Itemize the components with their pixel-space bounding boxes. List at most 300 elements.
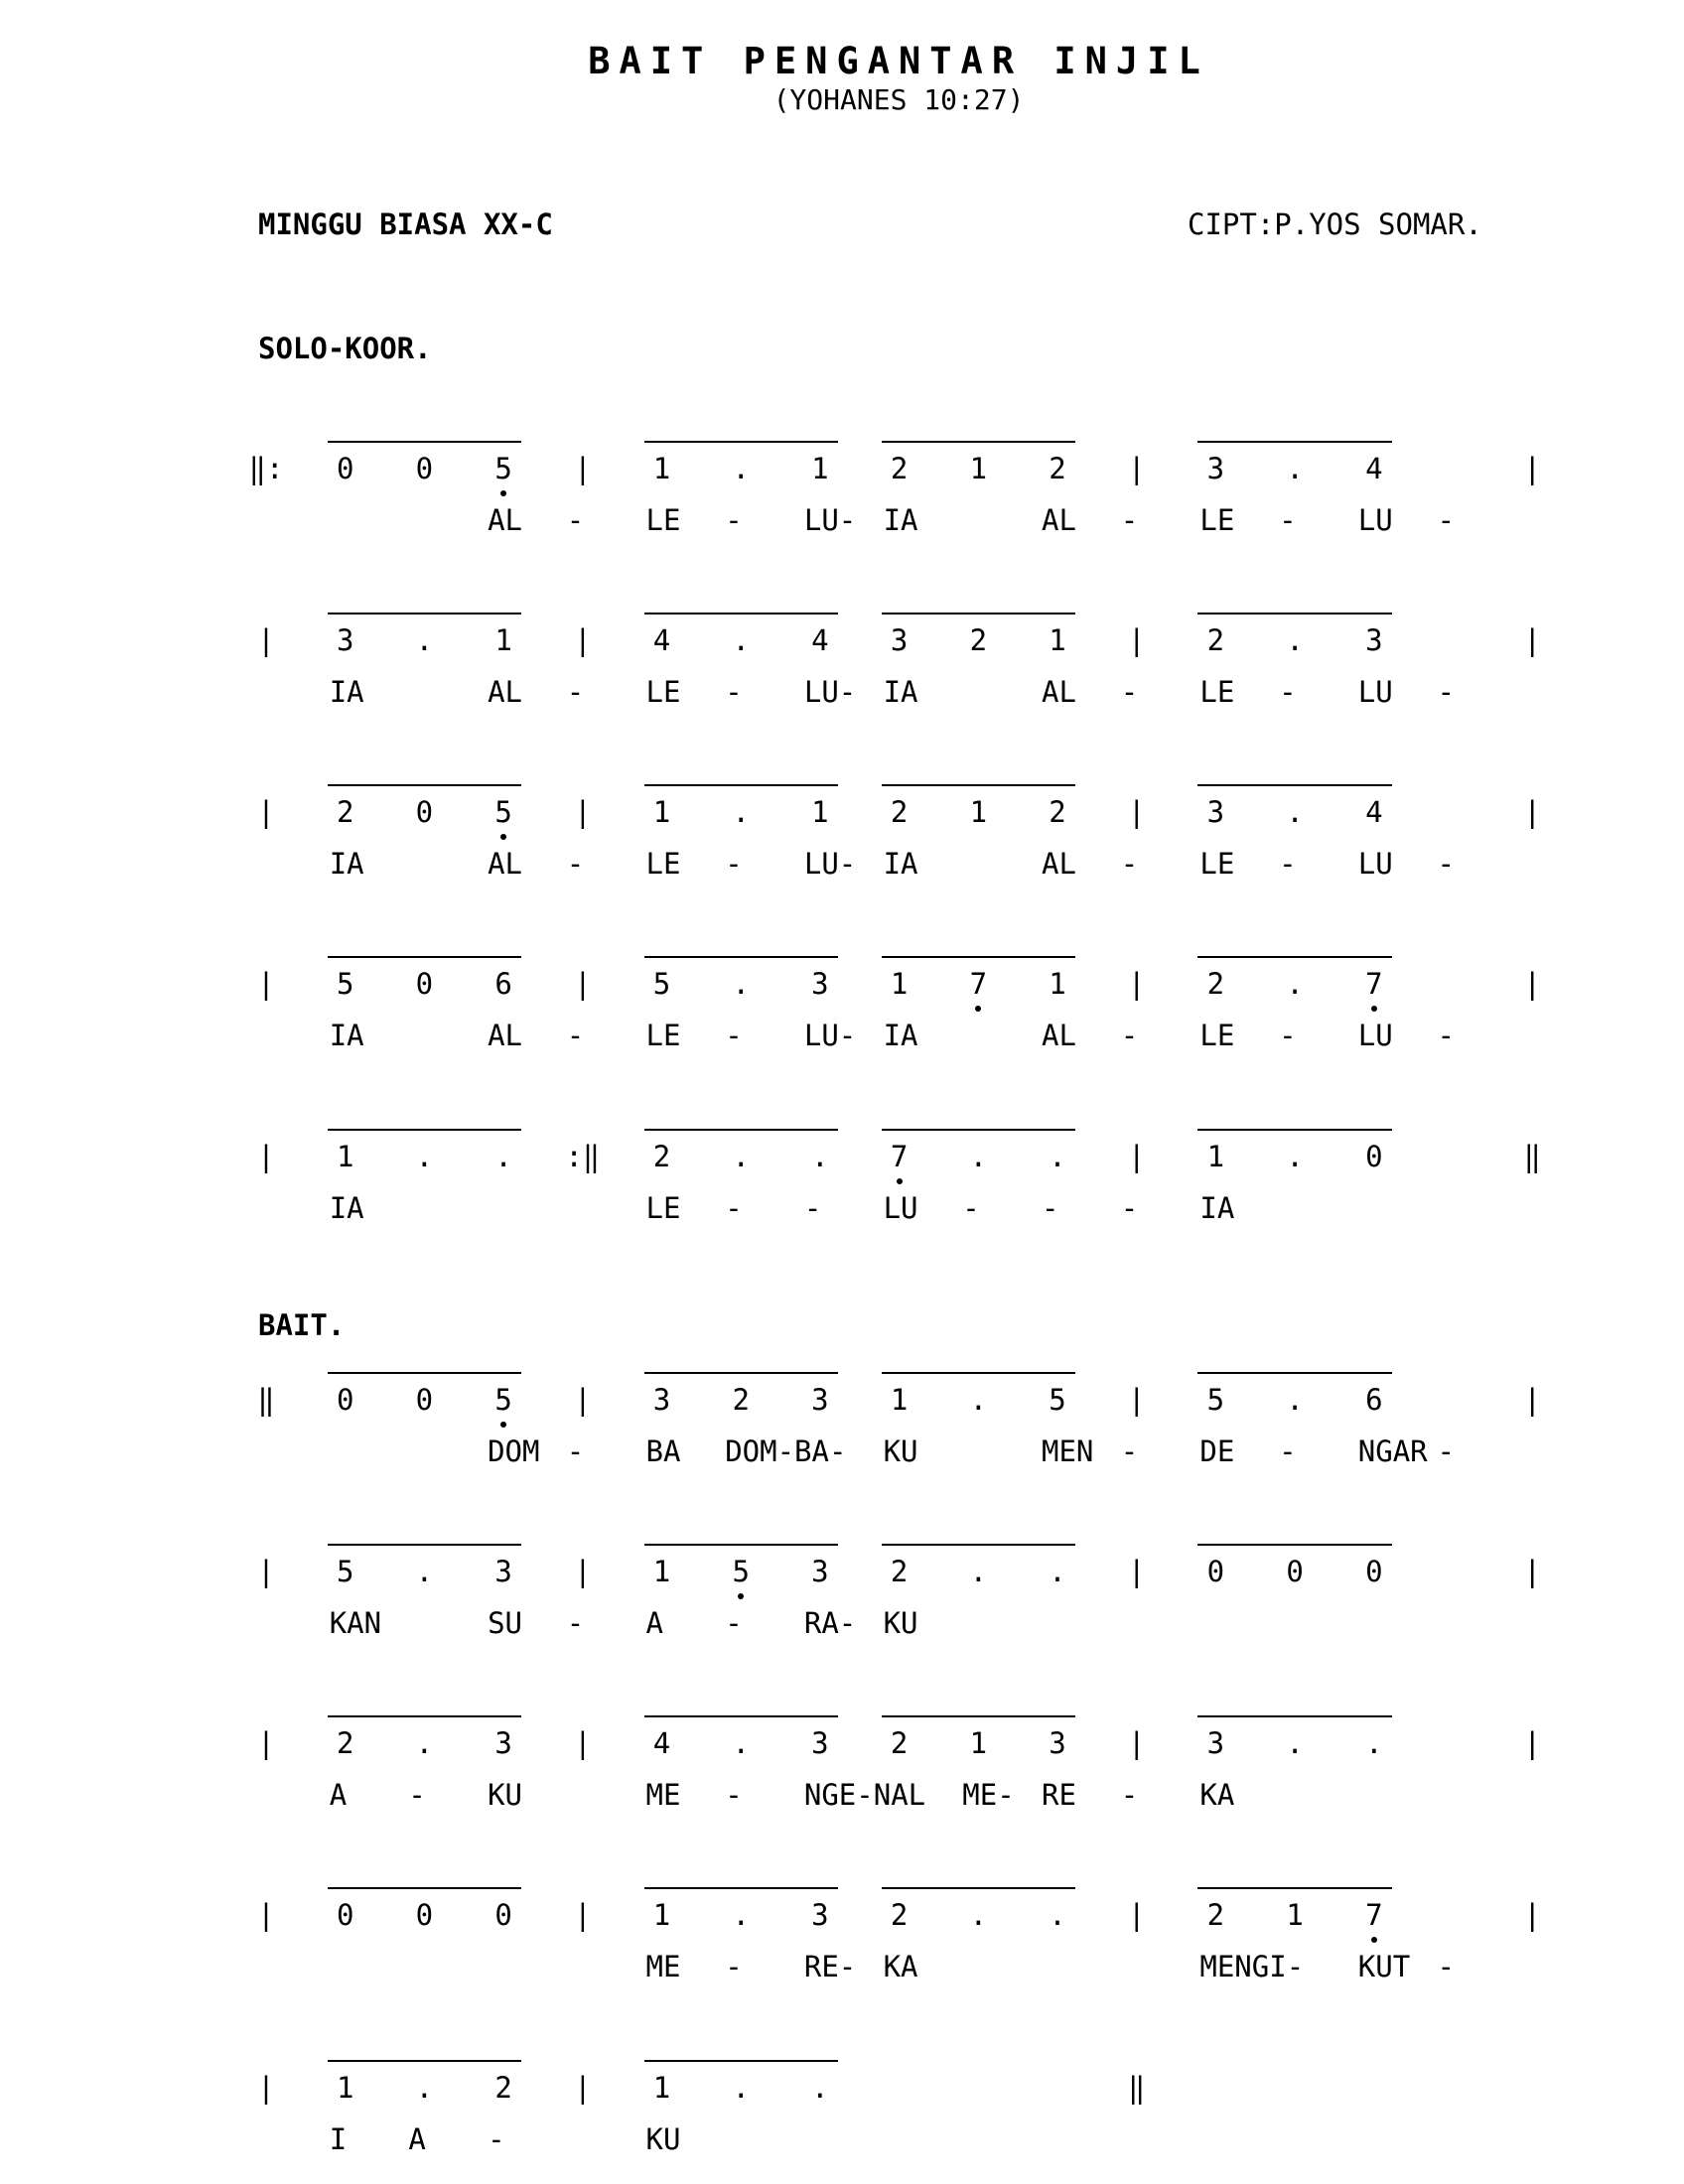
note: . xyxy=(732,967,750,1001)
lyric-syllable: - xyxy=(725,1778,743,1812)
lyric-syllable: - xyxy=(725,1950,743,1983)
note: 1 xyxy=(1206,1140,1225,1173)
lyric-syllable: LU- xyxy=(803,675,857,709)
note: 5 xyxy=(494,1383,512,1417)
barline: | xyxy=(574,1726,592,1760)
lyric-syllable: - xyxy=(725,675,743,709)
lyric-syllable: - xyxy=(803,1191,822,1225)
note: 1 xyxy=(336,2071,354,2105)
composer-credit: CIPT:P.YOS SOMAR. xyxy=(1188,207,1482,241)
note: 1 xyxy=(494,623,512,657)
note: . xyxy=(811,1140,829,1173)
note: . xyxy=(415,1726,434,1760)
lyric-syllable: IA xyxy=(329,1191,364,1225)
lyric-syllable: RE- xyxy=(803,1950,857,1983)
note: 3 xyxy=(494,1726,512,1760)
section-heading-solo-koor: SOLO-KOOR. xyxy=(258,332,432,365)
barline: ‖ xyxy=(257,1383,275,1417)
lyric-syllable: AL xyxy=(1042,503,1076,537)
barline: | xyxy=(1127,1140,1146,1173)
note: 1 xyxy=(890,1383,909,1417)
note: . xyxy=(1365,1726,1383,1760)
lyric-syllable: - xyxy=(725,847,743,881)
note: . xyxy=(1286,795,1304,829)
note: . xyxy=(415,2071,434,2105)
beam-line xyxy=(328,1129,521,1131)
note: 3 xyxy=(336,623,354,657)
lyric-syllable: KA xyxy=(1199,1778,1235,1812)
note: 2 xyxy=(969,623,988,657)
lyric-syllable: - xyxy=(566,675,585,709)
note: 3 xyxy=(890,623,909,657)
lyric-syllable: - xyxy=(1437,847,1455,881)
note: 4 xyxy=(811,623,829,657)
beam-line xyxy=(644,956,838,958)
barline: | xyxy=(574,967,592,1001)
barline: | xyxy=(257,1140,275,1173)
lyric-syllable: - xyxy=(1120,1434,1139,1468)
beam-line xyxy=(328,1715,521,1717)
barline: | xyxy=(257,795,275,829)
note: 1 xyxy=(969,795,988,829)
note: . xyxy=(1286,1383,1304,1417)
beam-line xyxy=(882,1372,1075,1374)
beam-line xyxy=(328,956,521,958)
note: 3 xyxy=(811,1726,829,1760)
note: 3 xyxy=(1049,1726,1066,1760)
lower-octave-dot xyxy=(500,1422,506,1428)
lyric-syllable: IA xyxy=(883,503,918,537)
barline: | xyxy=(1127,452,1146,485)
note: . xyxy=(1049,1898,1066,1932)
note: . xyxy=(1286,1140,1304,1173)
note: 1 xyxy=(652,1898,671,1932)
beam-line xyxy=(882,1715,1075,1717)
note: 3 xyxy=(811,967,829,1001)
lyric-syllable: - xyxy=(1120,675,1139,709)
lyric-syllable: ME xyxy=(645,1778,681,1812)
lyric-syllable: DOM-BA- xyxy=(725,1434,847,1468)
lyric-syllable: ME- xyxy=(962,1778,1015,1812)
lyric-syllable: - xyxy=(566,847,585,881)
beam-line xyxy=(882,1887,1075,1889)
lyric-syllable: - xyxy=(725,503,743,537)
note: . xyxy=(1286,623,1304,657)
note: 1 xyxy=(1049,967,1066,1001)
barline: | xyxy=(1127,795,1146,829)
beam-line xyxy=(328,613,521,614)
lyric-syllable: IA xyxy=(1199,1191,1235,1225)
lower-octave-dot xyxy=(1371,1937,1377,1943)
note: 2 xyxy=(652,1140,671,1173)
note: 3 xyxy=(1206,795,1225,829)
lyric-syllable: - xyxy=(962,1191,980,1225)
note: 5 xyxy=(652,967,671,1001)
lyric-syllable: LE xyxy=(645,675,681,709)
barline: | xyxy=(1523,623,1541,657)
barline: | xyxy=(257,967,275,1001)
lyric-syllable: A xyxy=(408,2122,426,2156)
lyric-syllable: LU- xyxy=(803,503,857,537)
beam-line xyxy=(328,1372,521,1374)
lyric-syllable: LU- xyxy=(803,1019,857,1052)
note: 0 xyxy=(415,1383,434,1417)
note: . xyxy=(732,1898,750,1932)
note: 7 xyxy=(1365,1898,1383,1932)
note: . xyxy=(732,1140,750,1173)
note: 2 xyxy=(890,795,909,829)
beam-line xyxy=(644,2060,838,2062)
beam-line xyxy=(882,1129,1075,1131)
lyric-syllable: DE xyxy=(1199,1434,1235,1468)
note: 3 xyxy=(811,1383,829,1417)
barline: | xyxy=(1127,1383,1146,1417)
beam-line xyxy=(644,784,838,786)
lyric-syllable: IA xyxy=(883,675,918,709)
note: . xyxy=(1049,1555,1066,1588)
beam-line xyxy=(1197,613,1391,614)
beam-line xyxy=(644,1129,838,1131)
beam-line xyxy=(644,613,838,614)
barline: | xyxy=(257,1726,275,1760)
note: 1 xyxy=(811,795,829,829)
lyric-syllable: AL xyxy=(1042,847,1076,881)
lyric-syllable: - xyxy=(1120,847,1139,881)
note: 0 xyxy=(494,1898,512,1932)
note: . xyxy=(1286,967,1304,1001)
lyric-syllable: LU xyxy=(1357,503,1393,537)
note: 2 xyxy=(1206,1898,1225,1932)
lyric-syllable: - xyxy=(725,1606,743,1640)
lyric-syllable: LU- xyxy=(803,847,857,881)
lower-octave-dot xyxy=(500,834,506,840)
lower-octave-dot xyxy=(975,1006,981,1012)
note: . xyxy=(732,795,750,829)
lyric-syllable: AL xyxy=(488,847,523,881)
beam-line xyxy=(644,1715,838,1717)
note: . xyxy=(811,2071,829,2105)
note: . xyxy=(415,1555,434,1588)
note: 5 xyxy=(494,452,512,485)
beam-line xyxy=(1197,441,1391,443)
barline: | xyxy=(574,795,592,829)
lyric-syllable: - xyxy=(725,1019,743,1052)
lyric-syllable: - xyxy=(1437,1019,1455,1052)
note: 0 xyxy=(1286,1555,1304,1588)
lyric-syllable: - xyxy=(1120,503,1139,537)
note: 2 xyxy=(494,2071,512,2105)
note: 0 xyxy=(415,1898,434,1932)
note: 0 xyxy=(336,452,354,485)
note: 2 xyxy=(1206,967,1225,1001)
note: 4 xyxy=(1365,452,1383,485)
lyric-syllable: - xyxy=(408,1778,426,1812)
beam-line xyxy=(328,2060,521,2062)
note: . xyxy=(969,1140,988,1173)
lyric-syllable: DOM xyxy=(488,1434,540,1468)
note: 5 xyxy=(336,967,354,1001)
note: . xyxy=(415,623,434,657)
beam-line xyxy=(1197,956,1391,958)
note: 0 xyxy=(1365,1555,1383,1588)
lyric-syllable: MENGI- xyxy=(1199,1950,1305,1983)
barline: | xyxy=(1523,452,1541,485)
beam-line xyxy=(882,441,1075,443)
barline: | xyxy=(1127,1555,1146,1588)
note: 1 xyxy=(1049,623,1066,657)
lyric-syllable: LE xyxy=(645,503,681,537)
note: 1 xyxy=(890,967,909,1001)
note: 3 xyxy=(494,1555,512,1588)
lyric-syllable: KU xyxy=(488,1778,523,1812)
lyric-syllable: IA xyxy=(883,847,918,881)
lyric-syllable: LE xyxy=(645,847,681,881)
lower-octave-dot xyxy=(897,1178,903,1184)
lyric-syllable: - xyxy=(488,2122,505,2156)
lyric-syllable: LE xyxy=(1199,503,1235,537)
note: 1 xyxy=(652,795,671,829)
lyric-syllable: AL xyxy=(488,1019,523,1052)
barline: :‖ xyxy=(565,1140,601,1173)
lyric-syllable: IA xyxy=(329,675,364,709)
barline: | xyxy=(1523,1726,1541,1760)
note: 2 xyxy=(336,795,354,829)
lyric-syllable: KU xyxy=(883,1606,918,1640)
beam-line xyxy=(882,1544,1075,1546)
note: . xyxy=(1049,1140,1066,1173)
note: 0 xyxy=(1365,1140,1383,1173)
note: 6 xyxy=(494,967,512,1001)
note: 7 xyxy=(890,1140,909,1173)
lyric-syllable: - xyxy=(1437,675,1455,709)
page-title: BAIT PENGANTAR INJIL xyxy=(588,40,1209,82)
note: 1 xyxy=(652,1555,671,1588)
barline: | xyxy=(574,1383,592,1417)
scripture-reference: (YOHANES 10:27) xyxy=(772,83,1025,116)
beam-line xyxy=(882,613,1075,614)
note: 2 xyxy=(890,1898,909,1932)
lyric-syllable: - xyxy=(1279,675,1297,709)
note: 5 xyxy=(336,1555,354,1588)
barline: ‖ xyxy=(1127,2071,1146,2105)
lyric-syllable: MEN xyxy=(1042,1434,1094,1468)
lyric-syllable: - xyxy=(725,1191,743,1225)
note: 0 xyxy=(415,967,434,1001)
note: 0 xyxy=(415,795,434,829)
lyric-syllable: - xyxy=(566,503,585,537)
beam-line xyxy=(328,441,521,443)
lyric-syllable: - xyxy=(1279,503,1297,537)
lyric-syllable: SU xyxy=(488,1606,523,1640)
beam-line xyxy=(1197,1129,1391,1131)
note: 1 xyxy=(652,2071,671,2105)
note: 2 xyxy=(890,1555,909,1588)
beam-line xyxy=(644,1372,838,1374)
note: 2 xyxy=(1049,795,1066,829)
note: 2 xyxy=(1206,623,1225,657)
beam-line xyxy=(1197,1372,1391,1374)
lyric-syllable: KUT xyxy=(1357,1950,1411,1983)
barline: | xyxy=(574,623,592,657)
beam-line xyxy=(644,1887,838,1889)
barline: | xyxy=(1523,1555,1541,1588)
beam-line xyxy=(328,784,521,786)
note: 3 xyxy=(1365,623,1383,657)
lyric-syllable: KAN xyxy=(329,1606,382,1640)
note: 5 xyxy=(1049,1383,1066,1417)
barline: | xyxy=(257,1898,275,1932)
barline: | xyxy=(257,623,275,657)
lyric-syllable: LU xyxy=(1357,1019,1393,1052)
beam-line xyxy=(644,1544,838,1546)
lyric-syllable: I xyxy=(329,2122,348,2156)
note: 5 xyxy=(494,795,512,829)
lyric-syllable: - xyxy=(1120,1019,1139,1052)
lyric-syllable: ME xyxy=(645,1950,681,1983)
beam-line xyxy=(644,441,838,443)
note: . xyxy=(732,1726,750,1760)
beam-line xyxy=(1197,1544,1391,1546)
lyric-syllable: AL xyxy=(488,503,523,537)
barline: | xyxy=(257,1555,275,1588)
note: 1 xyxy=(652,452,671,485)
lyric-syllable: - xyxy=(566,1434,585,1468)
beam-line xyxy=(882,784,1075,786)
barline: | xyxy=(574,452,592,485)
lyric-syllable: - xyxy=(1279,1434,1297,1468)
lyric-syllable: RA- xyxy=(803,1606,857,1640)
lyric-syllable: A xyxy=(329,1778,348,1812)
lyric-syllable: AL xyxy=(488,675,523,709)
lyric-syllable: - xyxy=(1437,1950,1455,1983)
beam-line xyxy=(328,1887,521,1889)
lyric-syllable: - xyxy=(1279,1019,1297,1052)
note: 5 xyxy=(1206,1383,1225,1417)
barline: | xyxy=(1523,1898,1541,1932)
barline: ‖ xyxy=(1523,1140,1541,1173)
section-heading-bait: BAIT. xyxy=(258,1308,346,1342)
lyric-syllable: AL xyxy=(1042,675,1076,709)
note: . xyxy=(969,1898,988,1932)
barline: | xyxy=(1127,967,1146,1001)
note: . xyxy=(415,1140,434,1173)
beam-line xyxy=(1197,1887,1391,1889)
note: 7 xyxy=(1365,967,1383,1001)
note: 4 xyxy=(652,623,671,657)
note: 3 xyxy=(811,1898,829,1932)
note: . xyxy=(969,1383,988,1417)
note: 5 xyxy=(732,1555,750,1588)
lyric-syllable: LE xyxy=(1199,675,1235,709)
lyric-syllable: IA xyxy=(329,847,364,881)
note: 6 xyxy=(1365,1383,1383,1417)
note: . xyxy=(1286,452,1304,485)
lyric-syllable: LE xyxy=(645,1019,681,1052)
lyric-syllable: RE xyxy=(1042,1778,1076,1812)
lyric-syllable: IA xyxy=(329,1019,364,1052)
note: 4 xyxy=(652,1726,671,1760)
note: 1 xyxy=(1286,1898,1304,1932)
lower-octave-dot xyxy=(738,1593,744,1599)
note: 2 xyxy=(1049,452,1066,485)
lyric-syllable: - xyxy=(1120,1191,1139,1225)
lyric-syllable: IA xyxy=(883,1019,918,1052)
note: 0 xyxy=(415,452,434,485)
lyric-syllable: KU xyxy=(883,1434,918,1468)
lyric-syllable: LU xyxy=(1357,675,1393,709)
beam-line xyxy=(1197,1715,1391,1717)
barline: | xyxy=(574,1898,592,1932)
occasion-label: MINGGU BIASA XX-C xyxy=(258,207,553,241)
barline: | xyxy=(1523,1383,1541,1417)
barline: | xyxy=(1127,623,1146,657)
note: . xyxy=(494,1140,512,1173)
lyric-syllable: NGE-NAL xyxy=(803,1778,926,1812)
barline: | xyxy=(1127,1726,1146,1760)
note: 0 xyxy=(336,1383,354,1417)
lyric-syllable: NGAR xyxy=(1357,1434,1428,1468)
beam-line xyxy=(328,1544,521,1546)
note: 3 xyxy=(652,1383,671,1417)
barline: | xyxy=(574,2071,592,2105)
lyric-syllable: - xyxy=(1279,847,1297,881)
lyric-syllable: AL xyxy=(1042,1019,1076,1052)
note: 0 xyxy=(336,1898,354,1932)
lyric-syllable: KU xyxy=(645,2122,681,2156)
barline: | xyxy=(1523,795,1541,829)
lyric-syllable: LU xyxy=(1357,847,1393,881)
note: 2 xyxy=(732,1383,750,1417)
note: . xyxy=(732,623,750,657)
lower-octave-dot xyxy=(500,490,506,496)
lyric-syllable: - xyxy=(566,1606,585,1640)
lyric-syllable: - xyxy=(1120,1778,1139,1812)
lyric-syllable: BA xyxy=(645,1434,681,1468)
note: 1 xyxy=(969,1726,988,1760)
lower-octave-dot xyxy=(1371,1006,1377,1012)
note: 2 xyxy=(336,1726,354,1760)
note: 3 xyxy=(811,1555,829,1588)
lyric-syllable: - xyxy=(566,1019,585,1052)
lyric-syllable: A xyxy=(645,1606,663,1640)
note: . xyxy=(732,2071,750,2105)
note: 3 xyxy=(1206,1726,1225,1760)
lyric-syllable: LU xyxy=(883,1191,918,1225)
note: . xyxy=(732,452,750,485)
beam-line xyxy=(882,956,1075,958)
lyric-syllable: LE xyxy=(1199,847,1235,881)
lyric-syllable: - xyxy=(1437,503,1455,537)
beam-line xyxy=(1197,784,1391,786)
lyric-syllable: - xyxy=(1042,1191,1059,1225)
note: 0 xyxy=(1206,1555,1225,1588)
lyric-syllable: LE xyxy=(1199,1019,1235,1052)
lyric-syllable: KA xyxy=(883,1950,918,1983)
note: 1 xyxy=(336,1140,354,1173)
barline: | xyxy=(257,2071,275,2105)
note: 4 xyxy=(1365,795,1383,829)
note: 2 xyxy=(890,1726,909,1760)
barline: | xyxy=(574,1555,592,1588)
note: 2 xyxy=(890,452,909,485)
note: 1 xyxy=(811,452,829,485)
note: . xyxy=(969,1555,988,1588)
note: . xyxy=(1286,1726,1304,1760)
note: 3 xyxy=(1206,452,1225,485)
note: 7 xyxy=(969,967,988,1001)
lyric-syllable: LE xyxy=(645,1191,681,1225)
barline: | xyxy=(1127,1898,1146,1932)
